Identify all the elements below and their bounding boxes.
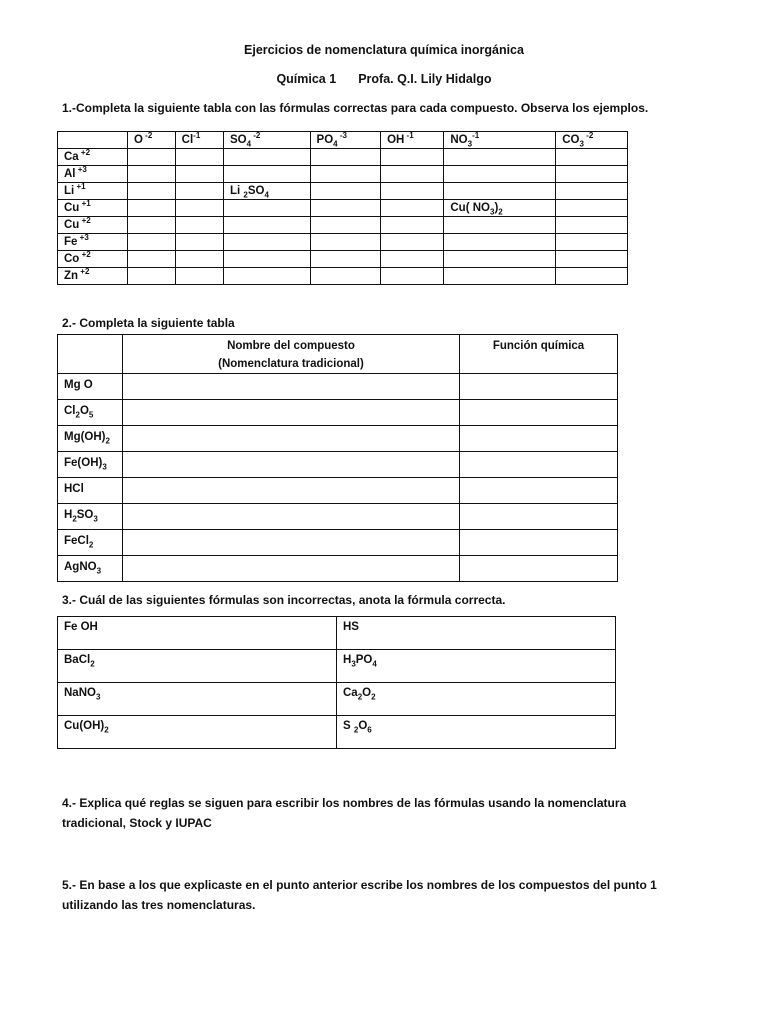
answer-cell[interactable] bbox=[223, 268, 310, 285]
anion-header: OH $^{-1}$ bbox=[381, 132, 444, 149]
answer-cell[interactable] bbox=[223, 217, 310, 234]
cation-label: Li $^{+1}$ bbox=[58, 183, 128, 200]
cation-row bbox=[58, 251, 628, 268]
formula-row bbox=[58, 716, 616, 749]
formula-cell[interactable]: $H_3PO_4$ bbox=[337, 650, 616, 683]
formula-cell[interactable]: S $_2O_6$ bbox=[337, 716, 616, 749]
function-answer-cell[interactable] bbox=[460, 530, 618, 556]
cation-label: Ca $^{+2}$ bbox=[58, 149, 128, 166]
function-answer-cell[interactable] bbox=[460, 504, 618, 530]
answer-cell[interactable] bbox=[128, 217, 176, 234]
function-answer-cell[interactable] bbox=[460, 452, 618, 478]
question-2-prompt: 2.- Completa la siguiente tabla bbox=[62, 316, 235, 330]
name-answer-cell[interactable] bbox=[123, 374, 460, 400]
example-cell: Cu( $NO_3)_2$ bbox=[444, 200, 556, 217]
answer-cell[interactable] bbox=[310, 251, 381, 268]
function-answer-cell[interactable] bbox=[460, 374, 618, 400]
name-answer-cell[interactable] bbox=[123, 400, 460, 426]
answer-cell[interactable] bbox=[444, 251, 556, 268]
teacher-name: Profa. Q.I. Lily Hidalgo bbox=[358, 72, 492, 86]
function-answer-cell[interactable] bbox=[460, 426, 618, 452]
answer-cell[interactable] bbox=[310, 217, 381, 234]
name-answer-cell[interactable] bbox=[123, 478, 460, 504]
compound-row bbox=[58, 478, 618, 504]
anion-header: O $^{-2}$ bbox=[128, 132, 176, 149]
answer-cell[interactable] bbox=[556, 149, 628, 166]
question-3-prompt: 3.- Cuál de las siguientes fórmulas son incorrectas, anota la fórmula correcta. bbox=[62, 593, 506, 607]
answer-cell[interactable] bbox=[444, 183, 556, 200]
answer-cell[interactable] bbox=[381, 149, 444, 166]
question-4-prompt: 4.- Explica qué reglas se siguen para escribir los nombres de las fórmulas usando la nomenclatura tradicional, Stock y IUPAC bbox=[62, 796, 627, 830]
cation-row bbox=[58, 183, 628, 200]
formula-row bbox=[58, 650, 616, 683]
answer-cell[interactable] bbox=[310, 200, 381, 217]
cation-row bbox=[58, 268, 628, 285]
function-answer-cell[interactable] bbox=[460, 400, 618, 426]
answer-cell[interactable] bbox=[310, 166, 381, 183]
answer-cell[interactable] bbox=[381, 251, 444, 268]
cation-label: Zn $^{+2}$ bbox=[58, 268, 128, 285]
answer-cell[interactable] bbox=[381, 217, 444, 234]
name-answer-cell[interactable] bbox=[123, 556, 460, 582]
name-column-header: Nombre del compuesto (Nomenclatura tradicional) bbox=[123, 335, 460, 374]
answer-cell[interactable] bbox=[556, 200, 628, 217]
compound-row bbox=[58, 530, 618, 556]
answer-cell[interactable] bbox=[223, 234, 310, 251]
answer-cell[interactable] bbox=[128, 166, 176, 183]
name-function-table bbox=[57, 334, 618, 582]
answer-cell[interactable] bbox=[310, 234, 381, 251]
cation-row bbox=[58, 200, 628, 217]
answer-cell[interactable] bbox=[556, 251, 628, 268]
compound-formula: $Fe(OH)_3$ bbox=[58, 452, 123, 478]
compound-formula: HCl bbox=[58, 478, 123, 504]
compound-formula: $Mg(OH)_2$ bbox=[58, 426, 123, 452]
answer-cell[interactable] bbox=[444, 217, 556, 234]
compound-formula: AgNO$_3$ bbox=[58, 556, 123, 582]
formula-cell[interactable]: $Cu(OH)_2$ bbox=[58, 716, 337, 749]
example-cell: Li $_2SO_4$ bbox=[223, 183, 310, 200]
cation-row bbox=[58, 166, 628, 183]
compound-row bbox=[58, 374, 618, 400]
answer-cell[interactable] bbox=[175, 217, 223, 234]
formula-row bbox=[58, 683, 616, 716]
cation-label: Cu $^{+2}$ bbox=[58, 217, 128, 234]
document-title: Ejercicios de nomenclatura química inorgánica bbox=[244, 43, 524, 57]
anion-header: $Cl^{-1}$ bbox=[175, 132, 223, 149]
answer-cell[interactable] bbox=[310, 183, 381, 200]
formula-table bbox=[57, 131, 628, 285]
answer-cell[interactable] bbox=[128, 268, 176, 285]
answer-cell[interactable] bbox=[556, 268, 628, 285]
answer-cell[interactable] bbox=[310, 268, 381, 285]
answer-cell[interactable] bbox=[175, 166, 223, 183]
answer-cell[interactable] bbox=[223, 166, 310, 183]
function-answer-cell[interactable] bbox=[460, 556, 618, 582]
question-1-prompt: 1.-Completa la siguiente tabla con las fórmulas correctas para cada compuesto. Observa los ejemplos. bbox=[62, 101, 649, 115]
compound-row bbox=[58, 556, 618, 582]
answer-cell[interactable] bbox=[556, 217, 628, 234]
formula-cell[interactable]: $Ca_2O_2$ bbox=[337, 683, 616, 716]
answer-cell[interactable] bbox=[223, 251, 310, 268]
answer-cell[interactable] bbox=[381, 234, 444, 251]
name-answer-cell[interactable] bbox=[123, 452, 460, 478]
compound-formula: $Cl_2O_5$ bbox=[58, 400, 123, 426]
function-column-header: Función química bbox=[460, 335, 618, 374]
formula-cell[interactable]: Fe OH bbox=[58, 617, 337, 650]
answer-cell[interactable] bbox=[381, 268, 444, 285]
answer-cell[interactable] bbox=[310, 149, 381, 166]
answer-cell[interactable] bbox=[381, 183, 444, 200]
cation-label: Cu $^{+1}$ bbox=[58, 200, 128, 217]
anion-header: $CO_3$ $^{-2}$ bbox=[556, 132, 628, 149]
compound-row bbox=[58, 400, 618, 426]
answer-cell[interactable] bbox=[175, 251, 223, 268]
formula-row bbox=[58, 617, 616, 650]
answer-cell[interactable] bbox=[444, 149, 556, 166]
name-answer-cell[interactable] bbox=[123, 504, 460, 530]
answer-cell[interactable] bbox=[444, 166, 556, 183]
cation-row bbox=[58, 149, 628, 166]
answer-cell[interactable] bbox=[381, 200, 444, 217]
answer-cell[interactable] bbox=[556, 183, 628, 200]
compound-row bbox=[58, 452, 618, 478]
cation-label: Fe $^{+3}$ bbox=[58, 234, 128, 251]
answer-cell[interactable] bbox=[444, 268, 556, 285]
answer-cell[interactable] bbox=[128, 200, 176, 217]
header-row bbox=[58, 335, 618, 374]
answer-cell[interactable] bbox=[556, 166, 628, 183]
corner-cell bbox=[58, 335, 123, 374]
formula-cell[interactable]: NaNO$_3$ bbox=[58, 683, 337, 716]
cation-row bbox=[58, 234, 628, 251]
answer-cell[interactable] bbox=[223, 149, 310, 166]
compound-row bbox=[58, 426, 618, 452]
function-answer-cell[interactable] bbox=[460, 478, 618, 504]
corner-cell bbox=[58, 132, 128, 149]
anion-header: $SO_4$ $^{-2}$ bbox=[223, 132, 310, 149]
answer-cell[interactable] bbox=[128, 234, 176, 251]
formula-cell[interactable]: HS bbox=[337, 617, 616, 650]
answer-cell[interactable] bbox=[175, 234, 223, 251]
anion-header: $PO_4$ $^{-3}$ bbox=[310, 132, 381, 149]
anion-header: $NO_3^{-1}$ bbox=[444, 132, 556, 149]
course-name: Química 1 bbox=[276, 72, 337, 86]
cation-label: Co $^{+2}$ bbox=[58, 251, 128, 268]
answer-cell[interactable] bbox=[223, 200, 310, 217]
compound-formula: FeCl$_2$ bbox=[58, 530, 123, 556]
answer-cell[interactable] bbox=[444, 234, 556, 251]
answer-cell[interactable] bbox=[556, 234, 628, 251]
question-5-prompt: 5.- En base a los que explicaste en el punto anterior escribe los nombres de los compuestos del punto 1 utilizando las tres nomenclaturas. bbox=[62, 878, 657, 912]
cation-label: Al $^{+3}$ bbox=[58, 166, 128, 183]
answer-cell[interactable] bbox=[175, 183, 223, 200]
answer-cell[interactable] bbox=[175, 268, 223, 285]
cation-row bbox=[58, 217, 628, 234]
answer-cell[interactable] bbox=[128, 149, 176, 166]
anion-header-row bbox=[58, 132, 628, 149]
answer-cell[interactable] bbox=[381, 166, 444, 183]
answer-cell[interactable] bbox=[175, 149, 223, 166]
answer-cell[interactable] bbox=[175, 200, 223, 217]
compound-formula: $H_2SO_3$ bbox=[58, 504, 123, 530]
compound-formula: Mg O bbox=[58, 374, 123, 400]
answer-cell[interactable] bbox=[128, 251, 176, 268]
correction-table bbox=[57, 616, 616, 749]
name-answer-cell[interactable] bbox=[123, 426, 460, 452]
answer-cell[interactable] bbox=[128, 183, 176, 200]
name-answer-cell[interactable] bbox=[123, 530, 460, 556]
formula-cell[interactable]: BaCl$_2$ bbox=[58, 650, 337, 683]
compound-row bbox=[58, 504, 618, 530]
document-subtitle bbox=[0, 72, 768, 86]
